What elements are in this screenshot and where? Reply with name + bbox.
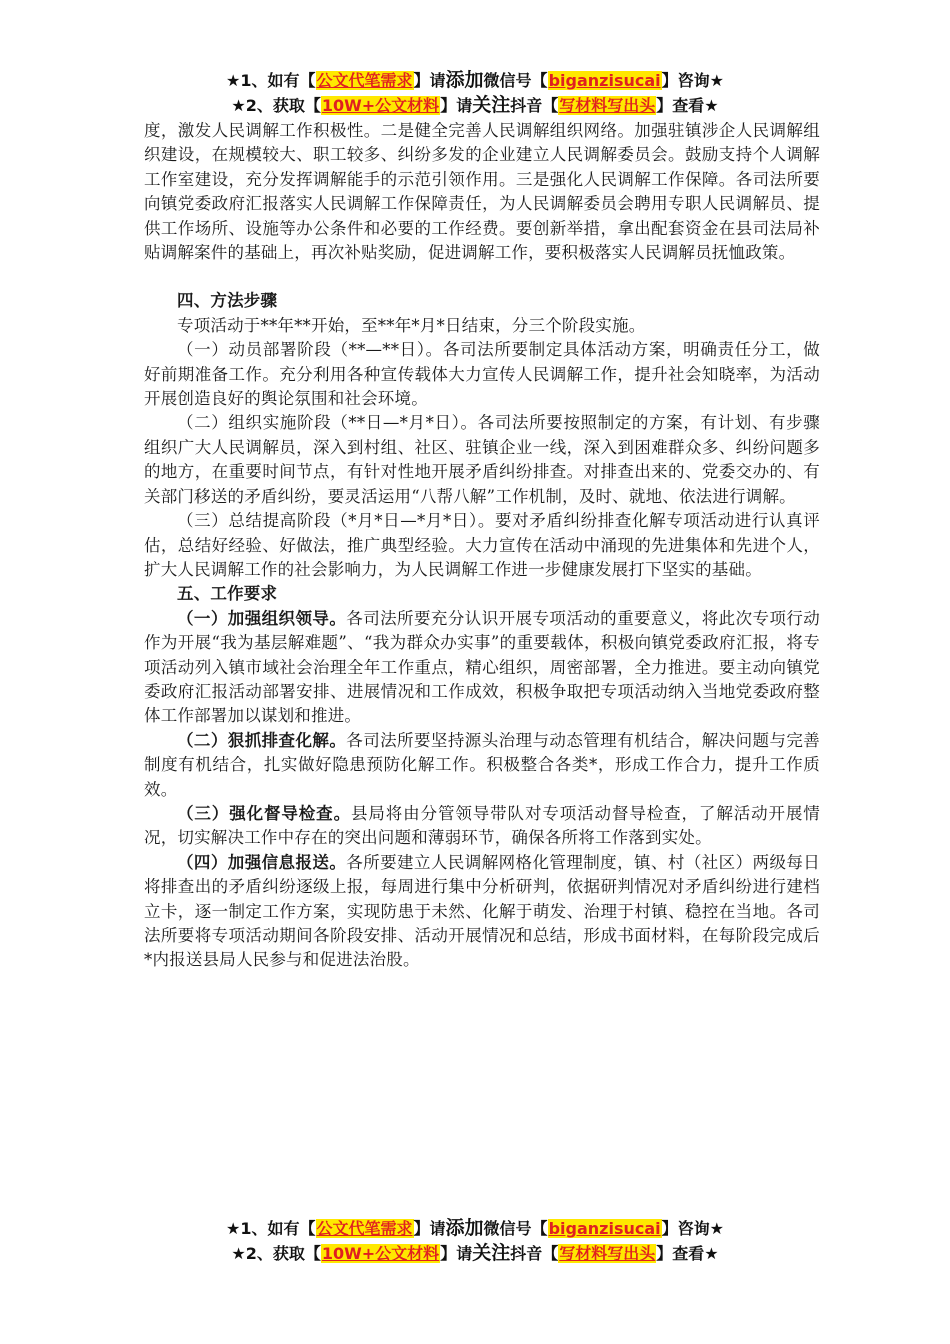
promo-text: 微信号【 [483, 71, 548, 90]
promo-emphasis: 关注 [472, 94, 511, 116]
paragraph-stage-2: （二）组织实施阶段（**日—*月*日）。各司法所要按照制定的方案，有计划、有步骤组织广大人民调解员，深入到村组、社区、驻镇企业一线，深入到困难群众多、纠纷问题多的地方，在重要时间节点，有针对性地开展矛盾纠纷排查。对排查出来的、党委交办的、有关部门移送的矛盾纠纷，要灵活运用“八帮八解”工作机制，及时、就地、依法进行调解。 [144, 413, 820, 506]
promo-highlight: 公文代笔需求 [316, 71, 413, 90]
promo-emphasis: 添加 [445, 1217, 484, 1239]
promo-text: 】查看★ [656, 96, 719, 115]
requirement-title: （三）强化督导检查。 [177, 803, 351, 823]
promo-emphasis: 添加 [445, 69, 484, 91]
promo-text: 】咨询★ [661, 1219, 724, 1238]
paragraph-requirement-3 [144, 802, 820, 851]
promo-text: 抖音【 [510, 96, 559, 115]
promo-line-2 [0, 1241, 950, 1266]
promo-banner-bottom [0, 1216, 950, 1266]
promo-text: ★2、获取【 [231, 96, 321, 115]
requirement-body: 各司法所要充分认识开展专项活动的重要意义，将此次专项行动作为开展“我为基层解难题”、“我为群众办实事”的重要载体，积极向镇党委政府汇报，将专项活动列入镇市域社会治理全年工作重点，精心组织，周密部署，全力推进。要主动向镇党委政府汇报活动部署安排、进展情况和工作成效，积极争取把专项活动纳入当地党委政府整体工作部署加以谋划和推进。 [144, 608, 821, 726]
promo-highlight: 10W+公文材料 [321, 96, 440, 115]
requirement-body: 各司法所要坚持源头治理与动态管理有机结合，解决问题与完善制度有机结合，扎实做好隐患预防化解工作。积极整合各类*，形成工作合力，提升工作质效。 [144, 730, 821, 799]
document-body [144, 119, 820, 973]
promo-line-1 [0, 68, 950, 93]
promo-text: 】请 [440, 1244, 473, 1263]
promo-emphasis: 关注 [472, 1242, 511, 1264]
promo-text: ★1、如有【 [226, 71, 316, 90]
promo-line-1 [0, 1216, 950, 1241]
promo-text: 抖音【 [510, 1244, 559, 1263]
paragraph-requirement-2 [144, 729, 820, 802]
paragraph-intro: 度，激发人民调解工作积极性。二是健全完善人民调解组织网络。加强驻镇涉企人民调解组织建设，在规模较大、职工较多、纠纷多发的企业建立人民调解委员会。鼓励支持个人调解工作室建设，充分发挥调解能手的示范引领作用。三是强化人民调解工作保障。各司法所要向镇党委政府汇报落实人民调解工作保障责任，为人民调解委员会聘用专职人民调解员、提供工作场所、设施等办公条件和必要的工作经费。要创新举措，拿出配套资金在县司法局补贴调解案件的基础上，再次补贴奖励，促进调解工作，要积极落实人民调解员抚恤政策。 [144, 121, 820, 263]
promo-highlight: 写材料写出头 [559, 96, 656, 115]
spacer [144, 265, 820, 289]
paragraph-requirement-1 [144, 607, 820, 729]
section-heading-4: 四、方法步骤 [177, 291, 278, 311]
promo-text: ★2、获取【 [231, 1244, 321, 1263]
promo-text: 微信号【 [483, 1219, 548, 1238]
paragraph-steps: 专项活动于**年**开始，至**年*月*日结束，分三个阶段实施。 [177, 315, 646, 335]
paragraph-stage-3: （三）总结提高阶段（*月*日—*月*日）。要对矛盾纠纷排查化解专项活动进行认真评估，总结好经验、好做法，推广典型经验。大力宣传在活动中涌现的先进集体和先进个人，扩大人民调解工作的社会影响力，为人民调解工作进一步健康发展打下坚实的基础。 [144, 511, 820, 579]
requirement-body: 县局将由分管领导带队对专项活动督导检查，了解活动开展情况，切实解决工作中存在的突出问题和薄弱环节，确保各所将工作落到实处。 [144, 803, 821, 848]
requirement-title: （一）加强组织领导。 [177, 608, 347, 628]
promo-text: 】咨询★ [661, 71, 724, 90]
paragraph-stage-1: （一）动员部署阶段（**—**日）。各司法所要制定具体活动方案，明确责任分工，做好前期准备工作。充分利用各种宣传载体大力宣传人民调解工作，提升社会知晓率，为活动开展创造良好的舆论氛围和社会环境。 [144, 340, 820, 409]
promo-highlight: biganzisucai [548, 1219, 661, 1238]
paragraph-requirement-4 [144, 851, 820, 973]
requirement-title: （四）加强信息报送。 [177, 852, 347, 872]
promo-highlight: 公文代笔需求 [316, 1219, 413, 1238]
promo-highlight: biganzisucai [548, 71, 661, 90]
promo-text: 】查看★ [656, 1244, 719, 1263]
promo-line-2 [0, 93, 950, 118]
promo-banner-top [0, 68, 950, 118]
promo-text: 】请 [413, 71, 446, 90]
promo-text: ★1、如有【 [226, 1219, 316, 1238]
requirement-body: 各所要建立人民调解网格化管理制度，镇、村（社区）两级每日将排查出的矛盾纠纷逐级上报，每周进行集中分析研判，依据研判情况对矛盾纠纷进行建档立卡，逐一制定工作方案，实现防患于未然、化解于萌发、治理于村镇、稳控在当地。各司法所要将专项活动期间各阶段安排、活动开展情况和总结，形成书面材料，在每阶段完成后*内报送县局人民参与和促进法治股。 [144, 852, 821, 970]
promo-highlight: 写材料写出头 [559, 1244, 656, 1263]
promo-text: 】请 [440, 96, 473, 115]
promo-highlight: 10W+公文材料 [321, 1244, 440, 1263]
promo-text: 】请 [413, 1219, 446, 1238]
section-heading-5: 五、工作要求 [177, 584, 278, 604]
requirement-title: （二）狠抓排查化解。 [177, 730, 347, 750]
